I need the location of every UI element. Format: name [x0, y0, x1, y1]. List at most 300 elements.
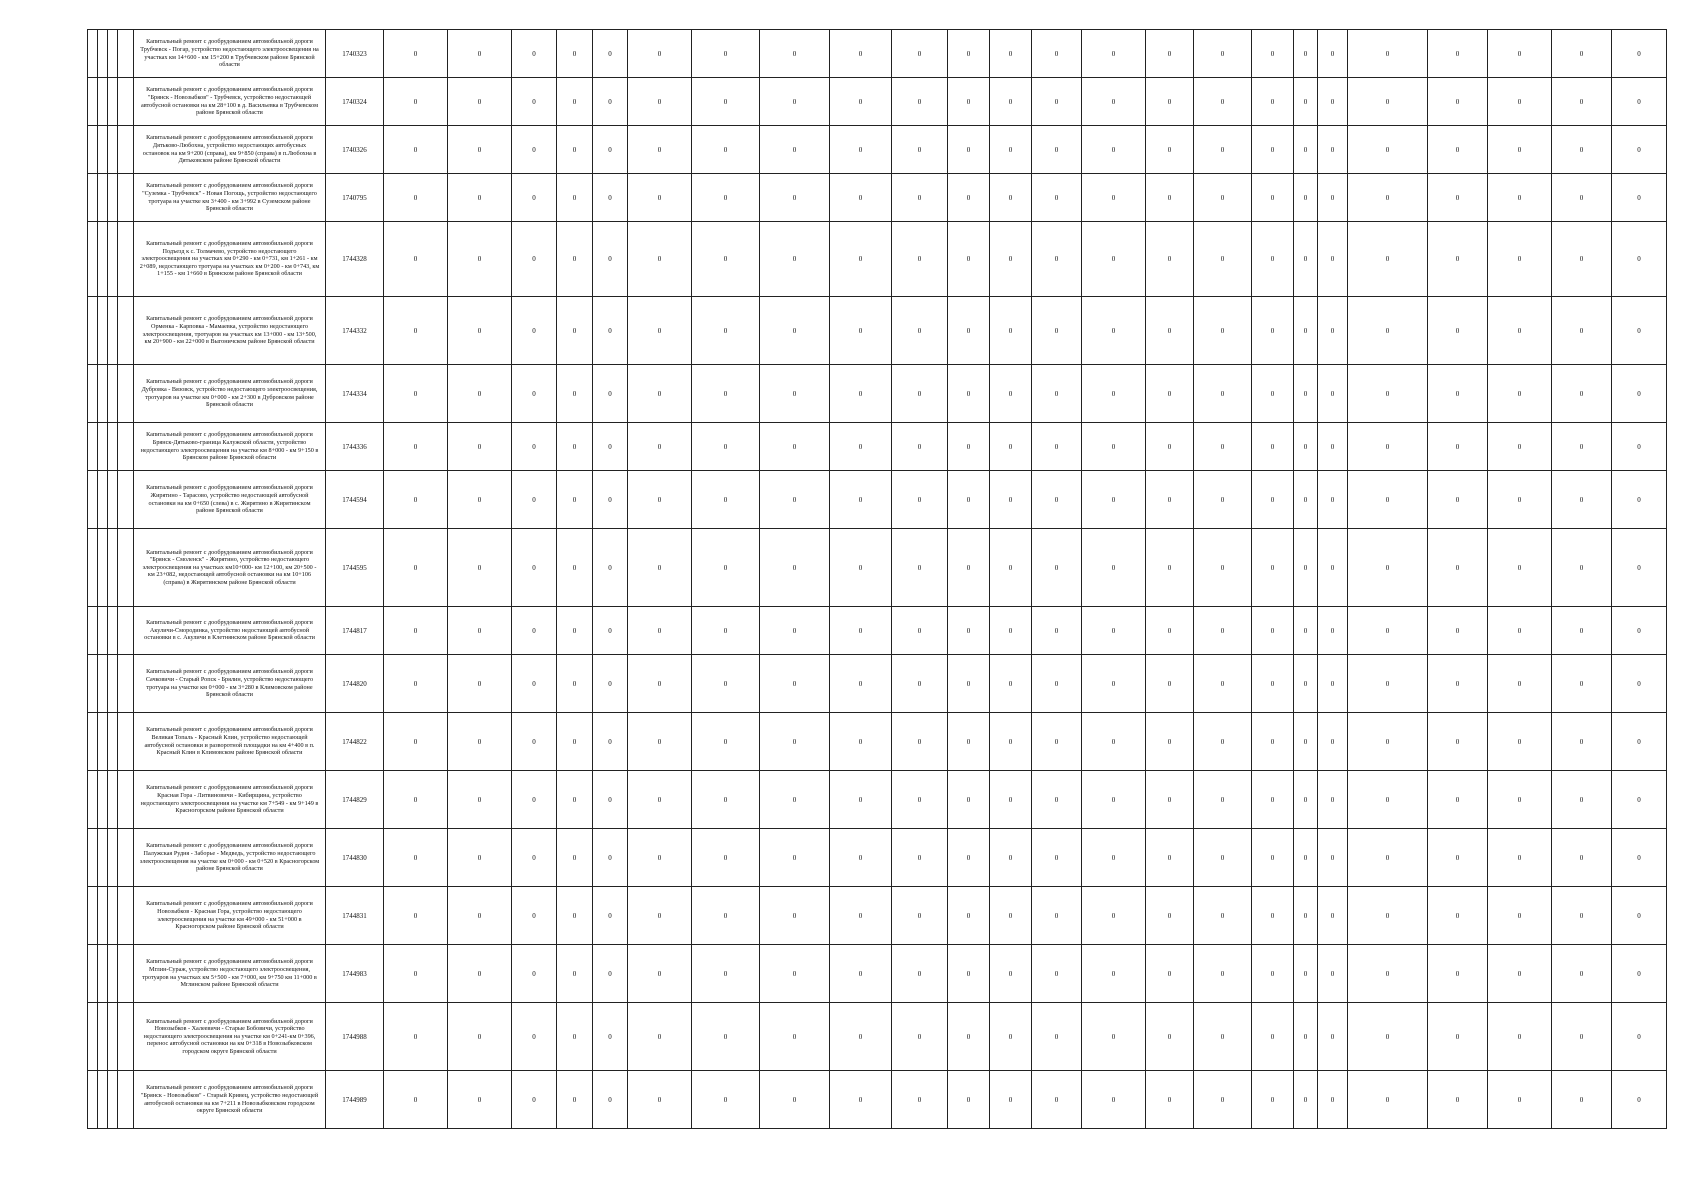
value-cell: 0 [1488, 423, 1552, 471]
value-cell: 0 [948, 655, 990, 713]
table-row [88, 78, 1667, 126]
value-cell: 0 [990, 1071, 1032, 1129]
value-cell: 0 [1488, 222, 1552, 297]
blank-cell [118, 655, 134, 713]
table-row [88, 222, 1667, 297]
value-cell: 0 [1294, 174, 1318, 222]
value-cell: 0 [1032, 174, 1082, 222]
value-cell: 0 [948, 887, 990, 945]
value-cell: 0 [628, 1071, 692, 1129]
value-cell: 0 [1318, 30, 1348, 78]
value-cell: 0 [1294, 297, 1318, 365]
value-cell: 0 [1032, 771, 1082, 829]
object-code-cell: 1744334 [326, 365, 384, 423]
value-cell: 0 [593, 1003, 628, 1071]
object-description-cell: Капитальный ремонт с дообрудованием автомобильной дороги "Суземка - Трубчевск" - Новая Погощь, устройство недостающего тротуара на участке км 3+400 - км 3+992 в Суземском районе Брянской области [134, 174, 326, 222]
object-description-cell: Капитальный ремонт с дообрудованием автомобильной дороги Дубровка - Вязовск, устройство недостающего электроосвещения, тротуаров на участке км 0+000 - км 2+300 в Дубровском районе Брянской области [134, 365, 326, 423]
object-description-cell: Капитальный ремонт с дообрудованием автомобильной дороги "Брянск - Новозыбков" - Трубчевск, устройство недостающей автобусной остановки на км 28+100 в д. Васильевка в Трубчевском районе Брянской области [134, 78, 326, 126]
value-cell: 0 [1146, 30, 1194, 78]
value-cell: 0 [1348, 1071, 1428, 1129]
blank-cell [98, 30, 108, 78]
table-row [88, 713, 1667, 771]
value-cell: 0 [948, 126, 990, 174]
value-cell: 0 [1488, 78, 1552, 126]
value-cell: 0 [892, 471, 948, 529]
value-cell: 0 [830, 829, 892, 887]
value-cell: 0 [760, 423, 830, 471]
value-cell: 0 [1252, 887, 1294, 945]
value-cell: 0 [1552, 887, 1612, 945]
blank-cell [108, 655, 118, 713]
value-cell: 0 [1428, 423, 1488, 471]
value-cell: 0 [1428, 78, 1488, 126]
value-cell: 0 [593, 297, 628, 365]
value-cell: 0 [1146, 607, 1194, 655]
blank-cell [118, 829, 134, 887]
object-code-cell: 1744328 [326, 222, 384, 297]
value-cell: 0 [1252, 1071, 1294, 1129]
value-cell: 0 [1552, 829, 1612, 887]
value-cell: 0 [892, 945, 948, 1003]
value-cell: 0 [948, 423, 990, 471]
value-cell: 0 [1318, 887, 1348, 945]
value-cell: 0 [557, 1071, 593, 1129]
object-description-cell: Капитальный ремонт с дообрудованием автомобильной дороги Палужская Рудня - Заборье - Медведь, устройство недостающего электроосвещения на участке км 0+000 - км 0+520 в Красногорском районе Брянской области [134, 829, 326, 887]
blank-cell [88, 365, 98, 423]
value-cell: 0 [1252, 365, 1294, 423]
value-cell: 0 [593, 1071, 628, 1129]
value-cell: 0 [557, 1003, 593, 1071]
value-cell: 0 [1294, 423, 1318, 471]
blank-cell [108, 471, 118, 529]
value-cell: 0 [1488, 471, 1552, 529]
value-cell: 0 [384, 887, 448, 945]
value-cell: 0 [1082, 945, 1146, 1003]
blank-cell [98, 78, 108, 126]
table-row [88, 887, 1667, 945]
value-cell: 0 [892, 297, 948, 365]
value-cell: 0 [1428, 655, 1488, 713]
value-cell: 0 [512, 713, 557, 771]
value-cell: 0 [628, 771, 692, 829]
value-cell: 0 [692, 713, 760, 771]
table-row [88, 771, 1667, 829]
object-description-cell: Капитальный ремонт с дообрудованием автомобильной дороги Дятьково-Любохна, устройство недостающих автобусных остановок на км 9+200 (справа), км 9+850 (справа) в п.Любохна в Дятьковском районе Брянской области [134, 126, 326, 174]
value-cell: 0 [990, 887, 1032, 945]
object-code-cell: 1740323 [326, 30, 384, 78]
value-cell: 0 [557, 30, 593, 78]
value-cell: 0 [1294, 771, 1318, 829]
value-cell: 0 [1318, 1003, 1348, 1071]
blank-cell [88, 713, 98, 771]
value-cell: 0 [1552, 1003, 1612, 1071]
value-cell: 0 [512, 887, 557, 945]
value-cell: 0 [990, 607, 1032, 655]
blank-cell [98, 471, 108, 529]
value-cell: 0 [990, 297, 1032, 365]
value-cell: 0 [1032, 471, 1082, 529]
value-cell: 0 [692, 945, 760, 1003]
value-cell: 0 [1082, 78, 1146, 126]
value-cell: 0 [1194, 30, 1252, 78]
blank-cell [118, 713, 134, 771]
value-cell: 0 [448, 607, 512, 655]
value-cell: 0 [628, 945, 692, 1003]
value-cell: 0 [512, 126, 557, 174]
value-cell: 0 [830, 365, 892, 423]
blank-cell [108, 365, 118, 423]
value-cell: 0 [1146, 423, 1194, 471]
value-cell: 0 [1552, 471, 1612, 529]
value-cell: 0 [1488, 655, 1552, 713]
value-cell: 0 [384, 174, 448, 222]
value-cell: 0 [1146, 529, 1194, 607]
value-cell: 0 [892, 365, 948, 423]
value-cell: 0 [990, 174, 1032, 222]
value-cell: 0 [1082, 222, 1146, 297]
value-cell: 0 [1428, 126, 1488, 174]
blank-cell [118, 174, 134, 222]
value-cell: 0 [1488, 945, 1552, 1003]
value-cell: 0 [1252, 655, 1294, 713]
table-row [88, 1071, 1667, 1129]
value-cell: 0 [1612, 655, 1667, 713]
value-cell: 0 [1348, 829, 1428, 887]
blank-cell [118, 30, 134, 78]
value-cell: 0 [628, 78, 692, 126]
value-cell: 0 [990, 945, 1032, 1003]
value-cell: 0 [628, 529, 692, 607]
value-cell: 0 [448, 78, 512, 126]
value-cell: 0 [990, 771, 1032, 829]
value-cell: 0 [760, 365, 830, 423]
blank-cell [88, 471, 98, 529]
blank-cell [98, 365, 108, 423]
blank-cell [118, 1003, 134, 1071]
value-cell: 0 [1294, 78, 1318, 126]
value-cell: 0 [628, 1003, 692, 1071]
object-code-cell: 1744594 [326, 471, 384, 529]
value-cell: 0 [593, 887, 628, 945]
value-cell: 0 [1348, 655, 1428, 713]
value-cell: 0 [1318, 423, 1348, 471]
object-description-cell: Капитальный ремонт с дообрудованием автомобильной дороги Трубчевск - Погар, устройство недостающего электроосвещения на участках км 14+600 - км 15+200 в Трубчевском районе Брянской области [134, 30, 326, 78]
value-cell: 0 [892, 1003, 948, 1071]
value-cell: 0 [1082, 887, 1146, 945]
value-cell: 0 [1082, 529, 1146, 607]
value-cell: 0 [1252, 529, 1294, 607]
value-cell: 0 [830, 529, 892, 607]
value-cell: 0 [830, 423, 892, 471]
blank-cell [118, 78, 134, 126]
object-description-cell: Капитальный ремонт с дообрудованием автомобильной дороги Акуличи-Смородинка, устройство недостающей автобусной остановки в с. Акуличи в Клетнянском районе Брянской области [134, 607, 326, 655]
value-cell: 0 [1146, 365, 1194, 423]
table-row [88, 423, 1667, 471]
blank-cell [98, 297, 108, 365]
blank-cell [118, 607, 134, 655]
value-cell: 0 [1428, 713, 1488, 771]
value-cell: 0 [1428, 365, 1488, 423]
value-cell: 0 [628, 30, 692, 78]
value-cell: 0 [1552, 365, 1612, 423]
object-description-cell: Капитальный ремонт с дообрудованием автомобильной дороги "Брянск - Новозыбков" - Старый Кривец, устройство недостающей автобусной остановки на км 7+211 в Новозыбковском городском округе Брянской области [134, 1071, 326, 1129]
value-cell: 0 [1348, 471, 1428, 529]
value-cell: 0 [692, 297, 760, 365]
value-cell: 0 [760, 174, 830, 222]
value-cell: 0 [990, 365, 1032, 423]
value-cell: 0 [593, 607, 628, 655]
value-cell: 0 [1318, 829, 1348, 887]
table-row [88, 829, 1667, 887]
value-cell: 0 [760, 771, 830, 829]
value-cell: 0 [892, 887, 948, 945]
blank-cell [98, 1071, 108, 1129]
object-description-cell: Капитальный ремонт с дообрудованием автомобильной дороги Мглин-Сураж, устройство недостающего электроосвещения, тротуаров на участках км 5+500 - км 7+000, км 9+750 км 11+000 в Мглинском районе Брянской области [134, 945, 326, 1003]
value-cell: 0 [1082, 607, 1146, 655]
blank-cell [98, 771, 108, 829]
value-cell: 0 [1252, 829, 1294, 887]
blank-cell [88, 829, 98, 887]
value-cell: 0 [760, 529, 830, 607]
object-code-cell: 1740326 [326, 126, 384, 174]
value-cell: 0 [448, 1071, 512, 1129]
value-cell: 0 [384, 126, 448, 174]
value-cell: 0 [990, 655, 1032, 713]
value-cell: 0 [1318, 174, 1348, 222]
value-cell: 0 [384, 945, 448, 1003]
value-cell: 0 [692, 126, 760, 174]
value-cell: 0 [512, 297, 557, 365]
object-code-cell: 1744983 [326, 945, 384, 1003]
value-cell: 0 [1294, 945, 1318, 1003]
value-cell: 0 [692, 887, 760, 945]
value-cell: 0 [557, 471, 593, 529]
blank-cell [88, 607, 98, 655]
value-cell: 0 [384, 471, 448, 529]
value-cell: 0 [628, 713, 692, 771]
value-cell: 0 [1488, 607, 1552, 655]
value-cell: 0 [1146, 887, 1194, 945]
table-row [88, 1003, 1667, 1071]
value-cell: 0 [1194, 945, 1252, 1003]
value-cell: 0 [1032, 78, 1082, 126]
value-cell: 0 [1318, 471, 1348, 529]
object-code-cell: 1744595 [326, 529, 384, 607]
blank-cell [88, 771, 98, 829]
value-cell: 0 [1488, 829, 1552, 887]
blank-cell [88, 1071, 98, 1129]
value-cell: 0 [1552, 655, 1612, 713]
object-code-cell: 1740795 [326, 174, 384, 222]
value-cell: 0 [1082, 423, 1146, 471]
value-cell: 0 [1552, 771, 1612, 829]
value-cell: 0 [448, 771, 512, 829]
value-cell: 0 [1552, 126, 1612, 174]
value-cell: 0 [1146, 655, 1194, 713]
value-cell: 0 [1428, 174, 1488, 222]
value-cell: 0 [1488, 365, 1552, 423]
value-cell: 0 [892, 174, 948, 222]
value-cell: 0 [1032, 713, 1082, 771]
value-cell: 0 [692, 771, 760, 829]
blank-cell [108, 1071, 118, 1129]
value-cell: 0 [830, 713, 892, 771]
object-description-cell: Капитальный ремонт с дообрудованием автомобильной дороги Подъезд к с. Толмачево, устройство недостающего электроосвещения на участках км 0+290 - км 0+731, км 1+261 - км 2+089, недостающего тротуара на участках км 0+200 - км 0+743, км 1+155 - км 1+660 в Брянском районе Брянской области [134, 222, 326, 297]
blank-cell [98, 174, 108, 222]
value-cell: 0 [1552, 222, 1612, 297]
blank-cell [118, 471, 134, 529]
blank-cell [88, 529, 98, 607]
value-cell: 0 [692, 471, 760, 529]
value-cell: 0 [1612, 365, 1667, 423]
value-cell: 0 [1612, 771, 1667, 829]
value-cell: 0 [892, 529, 948, 607]
blank-cell [98, 713, 108, 771]
value-cell: 0 [1194, 713, 1252, 771]
value-cell: 0 [990, 78, 1032, 126]
object-code-cell: 1744829 [326, 771, 384, 829]
blank-cell [88, 78, 98, 126]
value-cell: 0 [830, 222, 892, 297]
blank-cell [108, 529, 118, 607]
value-cell: 0 [692, 174, 760, 222]
value-cell: 0 [692, 529, 760, 607]
value-cell: 0 [1612, 222, 1667, 297]
value-cell: 0 [1348, 607, 1428, 655]
value-cell: 0 [1428, 297, 1488, 365]
value-cell: 0 [760, 297, 830, 365]
value-cell: 0 [1348, 222, 1428, 297]
value-cell: 0 [1082, 297, 1146, 365]
value-cell: 0 [1294, 607, 1318, 655]
value-cell: 0 [948, 78, 990, 126]
value-cell: 0 [948, 607, 990, 655]
value-cell: 0 [1082, 655, 1146, 713]
object-code-cell: 1744822 [326, 713, 384, 771]
value-cell: 0 [593, 365, 628, 423]
object-code-cell: 1744830 [326, 829, 384, 887]
value-cell: 0 [1552, 607, 1612, 655]
object-code-cell: 1744336 [326, 423, 384, 471]
value-cell: 0 [1032, 829, 1082, 887]
value-cell: 0 [628, 174, 692, 222]
value-cell: 0 [1318, 713, 1348, 771]
value-cell: 0 [448, 423, 512, 471]
value-cell: 0 [384, 713, 448, 771]
value-cell: 0 [990, 713, 1032, 771]
blank-cell [88, 945, 98, 1003]
value-cell: 0 [1032, 607, 1082, 655]
value-cell: 0 [1146, 1003, 1194, 1071]
object-description-cell: Капитальный ремонт с дообрудованием автомобильной дороги Великая Топаль - Красный Клин, устройство недостающей автобусной остановки и разворотной площадки на км 4+400 в п. Красный Клин в Климовском районе Брянской области [134, 713, 326, 771]
value-cell: 0 [384, 30, 448, 78]
blank-cell [118, 887, 134, 945]
value-cell: 0 [948, 945, 990, 1003]
value-cell: 0 [830, 771, 892, 829]
value-cell: 0 [692, 30, 760, 78]
value-cell: 0 [1032, 1071, 1082, 1129]
value-cell: 0 [512, 1071, 557, 1129]
table-row [88, 945, 1667, 1003]
value-cell: 0 [1348, 887, 1428, 945]
blank-cell [108, 887, 118, 945]
value-cell: 0 [384, 529, 448, 607]
value-cell: 0 [1294, 655, 1318, 713]
value-cell: 0 [1194, 529, 1252, 607]
blank-cell [108, 126, 118, 174]
value-cell: 0 [1146, 771, 1194, 829]
value-cell: 0 [557, 607, 593, 655]
value-cell: 0 [1488, 713, 1552, 771]
value-cell: 0 [1612, 30, 1667, 78]
value-cell: 0 [1612, 887, 1667, 945]
value-cell: 0 [448, 887, 512, 945]
value-cell: 0 [692, 365, 760, 423]
value-cell: 0 [1252, 713, 1294, 771]
value-cell: 0 [892, 222, 948, 297]
value-cell: 0 [384, 1003, 448, 1071]
value-cell: 0 [1488, 174, 1552, 222]
value-cell: 0 [1348, 78, 1428, 126]
value-cell: 0 [830, 1003, 892, 1071]
value-cell: 0 [1348, 30, 1428, 78]
value-cell: 0 [830, 471, 892, 529]
value-cell: 0 [830, 655, 892, 713]
value-cell: 0 [1146, 829, 1194, 887]
value-cell: 0 [1612, 174, 1667, 222]
blank-cell [118, 297, 134, 365]
object-code-cell: 1744817 [326, 607, 384, 655]
value-cell: 0 [1488, 1071, 1552, 1129]
value-cell: 0 [1348, 365, 1428, 423]
value-cell: 0 [1194, 1003, 1252, 1071]
value-cell: 0 [830, 1071, 892, 1129]
value-cell: 0 [1428, 471, 1488, 529]
value-cell: 0 [384, 655, 448, 713]
blank-cell [118, 423, 134, 471]
value-cell: 0 [1032, 30, 1082, 78]
value-cell: 0 [1428, 529, 1488, 607]
value-cell: 0 [692, 423, 760, 471]
value-cell: 0 [830, 607, 892, 655]
value-cell: 0 [448, 829, 512, 887]
value-cell: 0 [448, 297, 512, 365]
value-cell: 0 [557, 174, 593, 222]
value-cell: 0 [948, 529, 990, 607]
blank-cell [108, 829, 118, 887]
blank-cell [108, 30, 118, 78]
value-cell: 0 [1552, 423, 1612, 471]
object-description-cell: Капитальный ремонт с дообрудованием автомобильной дороги "Брянск - Смоленск" - Жирятино, устройство недостающего электроосвещения на участках км10+000- км 12+100, км 20+500 - км 23+082, недостающей автобусной остановки на км 10+106 (справа) в Жирятинском районе Брянской области [134, 529, 326, 607]
value-cell: 0 [557, 713, 593, 771]
value-cell: 0 [1612, 78, 1667, 126]
value-cell: 0 [1612, 297, 1667, 365]
value-cell: 0 [512, 174, 557, 222]
value-cell: 0 [593, 529, 628, 607]
value-cell: 0 [1082, 1003, 1146, 1071]
blank-cell [98, 529, 108, 607]
object-description-cell: Капитальный ремонт с дообрудованием автомобильной дороги Орменка - Карповка - Мамаевка, устройство недостающего электроосвещения, тротуаров на участках км 13+000 - км 13+500, км 20+900 - км 22+000 в Выгоничском районе Брянской области [134, 297, 326, 365]
blank-cell [108, 174, 118, 222]
value-cell: 0 [692, 829, 760, 887]
value-cell: 0 [557, 829, 593, 887]
blank-cell [108, 607, 118, 655]
value-cell: 0 [448, 30, 512, 78]
value-cell: 0 [1032, 945, 1082, 1003]
value-cell: 0 [1428, 887, 1488, 945]
value-cell: 0 [1348, 945, 1428, 1003]
value-cell: 0 [760, 887, 830, 945]
